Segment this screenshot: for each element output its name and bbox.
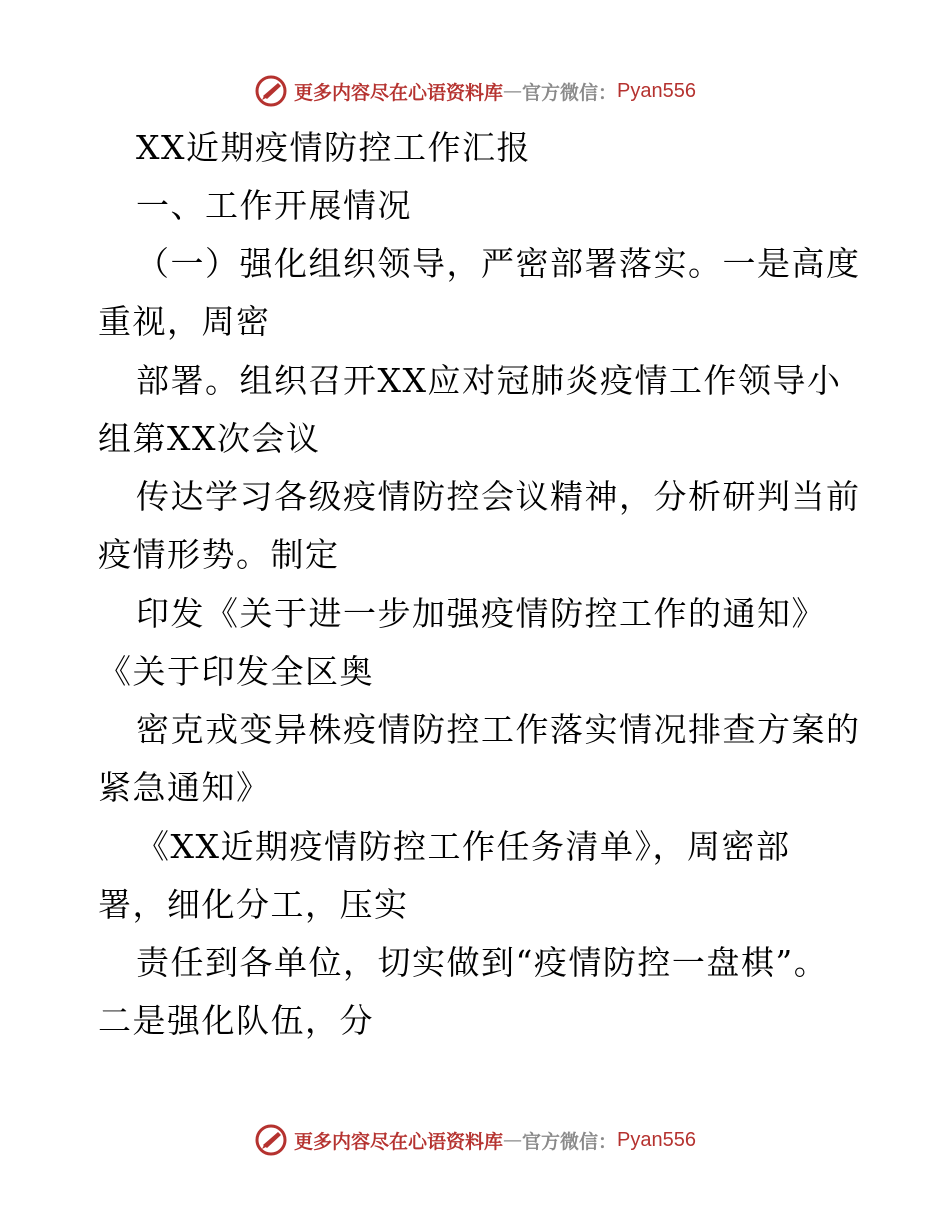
logo-icon [254,1123,288,1157]
paragraph-line: 《关于印发全区奥 [98,652,374,691]
header-site-text: 更多内容尽在心语资料库 [294,81,504,104]
header-dash: — [503,80,523,102]
footer-site-text: 更多内容尽在心语资料库 [294,1130,504,1153]
paragraph-line: 重视，周密 [98,302,271,341]
header-watermark [0,71,950,111]
section-heading: 一、工作开展情况 [136,186,412,225]
header-wechat-label: 官方微信： [522,81,618,104]
paragraph-line: 印发《关于进一步加强疫情防控工作的通知》 [136,594,826,633]
paragraph-line: 署，细化分工，压实 [98,885,409,924]
paragraph-line: 《XX近期疫情防控工作任务清单》，周密部 [136,827,791,866]
logo-icon [254,74,288,108]
footer-watermark [0,1120,950,1160]
document-title: XX近期疫情防控工作汇报 [136,128,531,167]
footer-dash: — [503,1129,523,1151]
paragraph-line: 疫情形势。制定 [98,535,340,574]
paragraph-line: 紧急通知》 [98,768,271,807]
header-wechat-id: Pyan556 [617,79,696,102]
paragraph-line: 责任到各单位，切实做到“疫情防控一盘棋”。 [136,943,829,982]
footer-wechat-id: Pyan556 [617,1128,696,1151]
paragraph-line: （一）强化组织领导，严密部署落实。一是高度 [136,244,861,283]
paragraph-line: 密克戎变异株疫情防控工作落实情况排查方案的 [136,710,861,749]
paragraph-line: 部署。组织召开XX应对冠肺炎疫情工作领导小 [136,361,842,400]
paragraph-line: 传达学习各级疫情防控会议精神，分析研判当前 [136,477,861,516]
footer-wechat-label: 官方微信： [522,1130,618,1153]
paragraph-line: 组第XX次会议 [98,419,321,458]
paragraph-line: 二是强化队伍，分 [98,1001,374,1040]
